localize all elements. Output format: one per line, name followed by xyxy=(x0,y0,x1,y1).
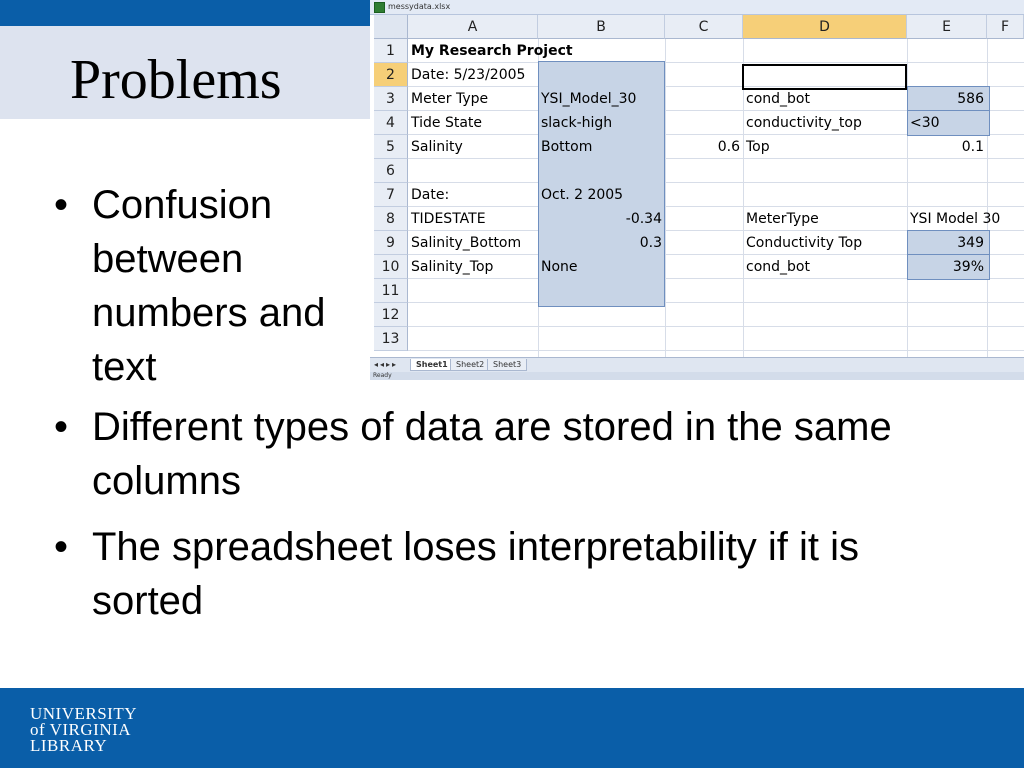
row-header-5[interactable]: 5 xyxy=(374,135,408,159)
cell-a1[interactable]: My Research Project xyxy=(411,43,573,59)
row-header-4[interactable]: 4 xyxy=(374,111,408,135)
bullet-item xyxy=(54,400,912,508)
status-bar xyxy=(370,372,1024,380)
sheet-nav-arrows[interactable]: ◂◂▸▸ xyxy=(374,360,399,369)
cell-c5[interactable]: 0.6 xyxy=(717,139,740,155)
cell-b7[interactable]: Oct. 2 2005 xyxy=(541,187,624,203)
logo-line: UNIVERSITY xyxy=(30,704,137,723)
bullet-glyph: • xyxy=(54,525,69,569)
sheet-tab-sheet3[interactable]: Sheet3 xyxy=(487,359,527,371)
cell-e5[interactable]: 0.1 xyxy=(961,139,984,155)
sheet-tab-sheet1[interactable]: Sheet1 xyxy=(410,359,454,371)
cell-a5[interactable]: Salinity xyxy=(411,139,463,155)
row-header-12[interactable]: 12 xyxy=(374,303,408,327)
logo-line: of VIRGINIA xyxy=(30,720,132,739)
cell-a10[interactable]: Salinity_Top xyxy=(411,259,494,275)
row-header-9[interactable]: 9 xyxy=(374,231,408,255)
footer-bar xyxy=(0,688,1024,768)
cell-a8[interactable]: TIDESTATE xyxy=(411,211,486,227)
column-header-f[interactable]: F xyxy=(987,15,1024,39)
column-header-d[interactable]: D xyxy=(743,15,907,39)
gridline xyxy=(408,326,1024,327)
bullet-item xyxy=(54,520,932,628)
cell-d8[interactable]: MeterType xyxy=(746,211,819,227)
column-header-c[interactable]: C xyxy=(665,15,743,39)
cell-a9[interactable]: Salinity_Bottom xyxy=(411,235,522,251)
cell-b8[interactable]: -0.34 xyxy=(625,211,662,227)
logo-line: LIBRARY xyxy=(30,736,108,755)
bullet-text: Confusion between numbers and text xyxy=(92,183,326,389)
row-header-2[interactable]: 2 xyxy=(374,63,408,87)
cell-a4[interactable]: Tide State xyxy=(411,115,483,131)
sheet-tab-bar xyxy=(370,357,1024,372)
cell-b4[interactable]: slack-high xyxy=(541,115,613,131)
row-header-13[interactable]: 13 xyxy=(374,327,408,351)
cell-a2[interactable]: Date: 5/23/2005 xyxy=(411,67,526,83)
cell-b5[interactable]: Bottom xyxy=(541,139,593,155)
column-header-e[interactable]: E xyxy=(907,15,987,39)
row-header-8[interactable]: 8 xyxy=(374,207,408,231)
cell-d5[interactable]: Top xyxy=(746,139,770,155)
row-header-1[interactable]: 1 xyxy=(374,39,408,63)
slide-title: Problems xyxy=(70,49,282,111)
bullet-item xyxy=(54,178,372,394)
row-header-3[interactable]: 3 xyxy=(374,87,408,111)
cell-d3[interactable]: cond_bot xyxy=(746,91,810,107)
gridline xyxy=(408,302,1024,303)
gridline xyxy=(408,182,1024,183)
cell-d9[interactable]: Conductivity Top xyxy=(746,235,863,251)
select-all-corner[interactable] xyxy=(374,15,408,39)
cell-e8[interactable]: YSI Model 30 xyxy=(910,211,1001,227)
column-header-b[interactable]: B xyxy=(538,15,665,39)
cell-e4[interactable]: <30 xyxy=(910,115,940,131)
cell-e3[interactable]: 586 xyxy=(957,91,984,107)
university-library-logo xyxy=(30,706,137,754)
excel-icon xyxy=(374,2,385,13)
cell-a7[interactable]: Date: xyxy=(411,187,450,203)
bullet-text: Different types of data are stored in the same columns xyxy=(92,405,892,503)
row-header-10[interactable]: 10 xyxy=(374,255,408,279)
bullet-glyph: • xyxy=(54,183,69,227)
cell-d10[interactable]: cond_bot xyxy=(746,259,810,275)
gridline xyxy=(408,350,1024,351)
spreadsheet-filename: messydata.xlsx xyxy=(388,2,451,11)
bullet-glyph: • xyxy=(54,405,69,449)
spreadsheet-window xyxy=(370,0,1024,380)
cell-d4[interactable]: conductivity_top xyxy=(746,115,862,131)
cell-e10[interactable]: 39% xyxy=(952,259,984,275)
cell-b3[interactable]: YSI_Model_30 xyxy=(541,91,637,107)
cell-b9[interactable]: 0.3 xyxy=(639,235,662,251)
column-header-a[interactable]: A xyxy=(408,15,538,39)
cell-a3[interactable]: Meter Type xyxy=(411,91,489,107)
sheet-tab-sheet2[interactable]: Sheet2 xyxy=(450,359,490,371)
cell-e9[interactable]: 349 xyxy=(957,235,984,251)
spreadsheet-titlebar xyxy=(370,0,1024,15)
cell-b10[interactable]: None xyxy=(541,259,578,275)
status-text: Ready xyxy=(373,372,392,379)
row-header-11[interactable]: 11 xyxy=(374,279,408,303)
bullet-text: The spreadsheet loses interpretability if it is sorted xyxy=(92,525,860,623)
row-header-6[interactable]: 6 xyxy=(374,159,408,183)
row-header-7[interactable]: 7 xyxy=(374,183,408,207)
